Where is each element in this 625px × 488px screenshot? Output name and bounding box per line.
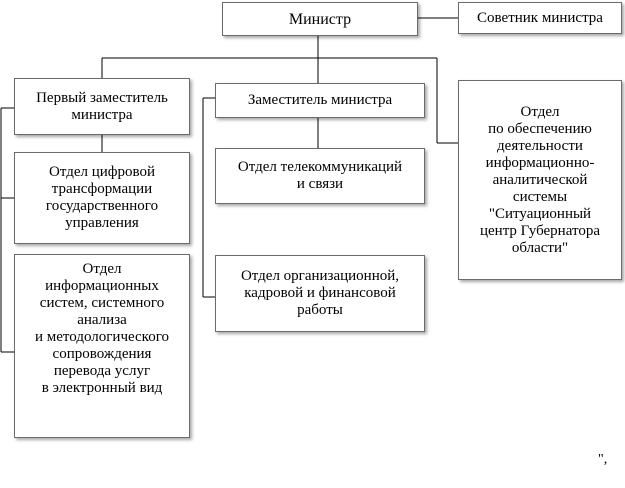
telecom-dept-label: Отдел телекоммуникаций и связи [237,159,403,192]
info-systems-dept-label: Отдел информационных систем, системного анализа и методологического сопровождения перевода услуг в электронный вид [35,261,169,396]
minister-box [222,2,418,36]
situation-center-dept-box [458,80,622,280]
deputy-box [215,83,425,118]
first-deputy-label: Первый заместитель министра [36,89,168,123]
digital-transformation-dept-box [14,152,190,244]
telecom-dept-box [215,148,425,204]
situation-center-dept-label: Отдел по обеспечению деятельности информационно- аналитической системы "Ситуационный центр Губернатора области" [479,103,600,256]
org-finance-dept-box [215,255,425,332]
deputy-label: Заместитель министра [247,92,393,108]
info-systems-dept-box [14,254,190,438]
advisor-label: Советник министра [477,9,603,26]
minister-label: Министр [288,10,352,28]
footnote-mark: ", [598,452,608,467]
org-finance-dept-label: Отдел организационной, кадровой и финансовой работы [240,268,400,318]
digital-transformation-dept-label: Отдел цифровой трансформации государственного управления [45,164,159,231]
advisor-box [458,2,622,34]
first-deputy-box [14,78,190,135]
